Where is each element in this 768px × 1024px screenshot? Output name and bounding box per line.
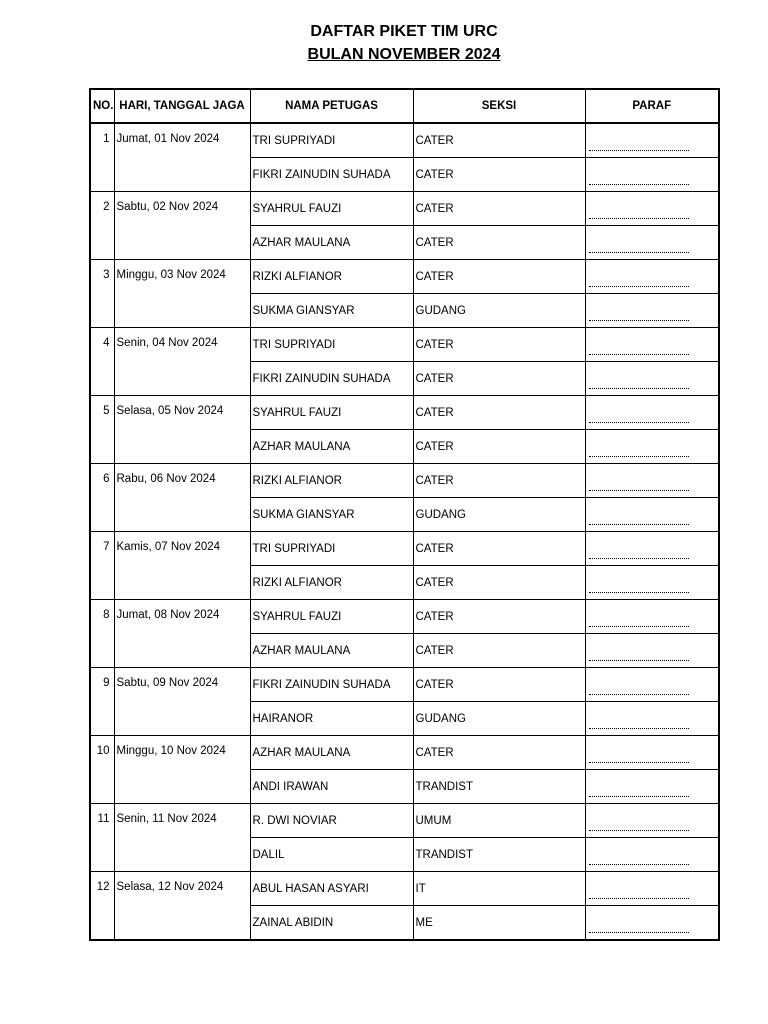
staff-section: TRANDIST bbox=[413, 838, 585, 872]
row-number: 6 bbox=[90, 464, 114, 532]
staff-section: CATER bbox=[413, 226, 585, 260]
signature-dotted-line bbox=[589, 354, 689, 355]
staff-section: CATER bbox=[413, 634, 585, 668]
signature-dotted-line bbox=[589, 864, 689, 865]
signature-dotted-line bbox=[589, 830, 689, 831]
signature-field[interactable] bbox=[585, 634, 719, 668]
staff-name: FIKRI ZAINUDIN SUHADA bbox=[250, 668, 413, 702]
staff-section: UMUM bbox=[413, 804, 585, 838]
staff-section: CATER bbox=[413, 328, 585, 362]
signature-field[interactable] bbox=[585, 464, 719, 498]
row-number: 12 bbox=[90, 872, 114, 941]
header-date: HARI, TANGGAL JAGA bbox=[114, 89, 250, 123]
table-row bbox=[90, 668, 719, 702]
signature-field[interactable] bbox=[585, 260, 719, 294]
signature-dotted-line bbox=[589, 796, 689, 797]
table-row bbox=[90, 260, 719, 294]
signature-dotted-line bbox=[589, 456, 689, 457]
staff-section: CATER bbox=[413, 566, 585, 600]
staff-name: ZAINAL ABIDIN bbox=[250, 906, 413, 941]
staff-section: GUDANG bbox=[413, 294, 585, 328]
staff-name: RIZKI ALFIANOR bbox=[250, 464, 413, 498]
signature-dotted-line bbox=[589, 320, 689, 321]
duty-date: Minggu, 10 Nov 2024 bbox=[114, 736, 250, 804]
staff-section: CATER bbox=[413, 532, 585, 566]
duty-date: Senin, 04 Nov 2024 bbox=[114, 328, 250, 396]
staff-section: CATER bbox=[413, 260, 585, 294]
staff-name: FIKRI ZAINUDIN SUHADA bbox=[250, 158, 413, 192]
header-no: NO. bbox=[90, 89, 114, 123]
row-number: 5 bbox=[90, 396, 114, 464]
signature-field[interactable] bbox=[585, 600, 719, 634]
staff-name: RIZKI ALFIANOR bbox=[250, 566, 413, 600]
row-number: 7 bbox=[90, 532, 114, 600]
staff-section: GUDANG bbox=[413, 498, 585, 532]
signature-dotted-line bbox=[589, 150, 689, 151]
row-number: 2 bbox=[90, 192, 114, 260]
signature-field[interactable] bbox=[585, 872, 719, 906]
row-number: 11 bbox=[90, 804, 114, 872]
staff-name: R. DWI NOVIAR bbox=[250, 804, 413, 838]
table-row bbox=[90, 123, 719, 158]
signature-field[interactable] bbox=[585, 838, 719, 872]
staff-name: TRI SUPRIYADI bbox=[250, 123, 413, 158]
signature-field[interactable] bbox=[585, 804, 719, 838]
staff-name: AZHAR MAULANA bbox=[250, 430, 413, 464]
duty-date: Minggu, 03 Nov 2024 bbox=[114, 260, 250, 328]
staff-section: GUDANG bbox=[413, 702, 585, 736]
signature-dotted-line bbox=[589, 558, 689, 559]
header-paraf: PARAF bbox=[585, 89, 719, 123]
signature-field[interactable] bbox=[585, 328, 719, 362]
signature-field[interactable] bbox=[585, 123, 719, 158]
staff-section: ME bbox=[413, 906, 585, 941]
table-row bbox=[90, 328, 719, 362]
duty-date: Kamis, 07 Nov 2024 bbox=[114, 532, 250, 600]
staff-name: AZHAR MAULANA bbox=[250, 226, 413, 260]
staff-section: TRANDIST bbox=[413, 770, 585, 804]
signature-dotted-line bbox=[589, 422, 689, 423]
staff-section: IT bbox=[413, 872, 585, 906]
signature-dotted-line bbox=[589, 626, 689, 627]
signature-field[interactable] bbox=[585, 702, 719, 736]
staff-name: HAIRANOR bbox=[250, 702, 413, 736]
signature-dotted-line bbox=[589, 694, 689, 695]
row-number: 9 bbox=[90, 668, 114, 736]
row-number: 10 bbox=[90, 736, 114, 804]
row-number: 1 bbox=[90, 123, 114, 192]
table-row bbox=[90, 192, 719, 226]
signature-dotted-line bbox=[589, 218, 689, 219]
staff-name: AZHAR MAULANA bbox=[250, 634, 413, 668]
staff-name: SYAHRUL FAUZI bbox=[250, 600, 413, 634]
staff-section: CATER bbox=[413, 396, 585, 430]
signature-field[interactable] bbox=[585, 396, 719, 430]
staff-section: CATER bbox=[413, 192, 585, 226]
signature-field[interactable] bbox=[585, 770, 719, 804]
roster-body bbox=[90, 123, 719, 940]
title-line-2: BULAN NOVEMBER 2024 bbox=[307, 46, 501, 63]
table-row bbox=[90, 600, 719, 634]
header-name: NAMA PETUGAS bbox=[250, 89, 413, 123]
signature-dotted-line bbox=[589, 286, 689, 287]
duty-date: Jumat, 01 Nov 2024 bbox=[114, 123, 250, 192]
staff-section: CATER bbox=[413, 600, 585, 634]
staff-name: RIZKI ALFIANOR bbox=[250, 260, 413, 294]
signature-dotted-line bbox=[589, 932, 689, 933]
duty-date: Sabtu, 02 Nov 2024 bbox=[114, 192, 250, 260]
table-row bbox=[90, 396, 719, 430]
staff-name: TRI SUPRIYADI bbox=[250, 532, 413, 566]
header-section: SEKSI bbox=[413, 89, 585, 123]
signature-dotted-line bbox=[589, 728, 689, 729]
duty-date: Selasa, 05 Nov 2024 bbox=[114, 396, 250, 464]
title-line-1: DAFTAR PIKET TIM URC bbox=[310, 23, 498, 40]
staff-name: DALIL bbox=[250, 838, 413, 872]
signature-dotted-line bbox=[589, 898, 689, 899]
duty-date: Sabtu, 09 Nov 2024 bbox=[114, 668, 250, 736]
header-row bbox=[90, 89, 719, 123]
staff-name: ABUL HASAN ASYARI bbox=[250, 872, 413, 906]
signature-field[interactable] bbox=[585, 532, 719, 566]
table-row bbox=[90, 872, 719, 906]
staff-name: FIKRI ZAINUDIN SUHADA bbox=[250, 362, 413, 396]
signature-field[interactable] bbox=[585, 906, 719, 941]
signature-field[interactable] bbox=[585, 498, 719, 532]
staff-section: CATER bbox=[413, 464, 585, 498]
row-number: 8 bbox=[90, 600, 114, 668]
signature-field[interactable] bbox=[585, 362, 719, 396]
signature-dotted-line bbox=[589, 762, 689, 763]
signature-field[interactable] bbox=[585, 668, 719, 702]
signature-dotted-line bbox=[589, 524, 689, 525]
signature-dotted-line bbox=[589, 592, 689, 593]
signature-dotted-line bbox=[589, 388, 689, 389]
staff-name: AZHAR MAULANA bbox=[250, 736, 413, 770]
staff-section: CATER bbox=[413, 158, 585, 192]
staff-section: CATER bbox=[413, 123, 585, 158]
duty-date: Rabu, 06 Nov 2024 bbox=[114, 464, 250, 532]
staff-section: CATER bbox=[413, 362, 585, 396]
staff-name: SYAHRUL FAUZI bbox=[250, 396, 413, 430]
duty-date: Selasa, 12 Nov 2024 bbox=[114, 872, 250, 941]
row-number: 3 bbox=[90, 260, 114, 328]
staff-name: SUKMA GIANSYAR bbox=[250, 294, 413, 328]
staff-section: CATER bbox=[413, 736, 585, 770]
document-title bbox=[0, 20, 768, 66]
duty-date: Jumat, 08 Nov 2024 bbox=[114, 600, 250, 668]
signature-dotted-line bbox=[589, 660, 689, 661]
signature-dotted-line bbox=[589, 252, 689, 253]
signature-field[interactable] bbox=[585, 294, 719, 328]
signature-field[interactable] bbox=[585, 226, 719, 260]
duty-roster-table bbox=[89, 88, 720, 941]
table-row bbox=[90, 464, 719, 498]
staff-name: TRI SUPRIYADI bbox=[250, 328, 413, 362]
staff-name: ANDI IRAWAN bbox=[250, 770, 413, 804]
table-row bbox=[90, 736, 719, 770]
staff-section: CATER bbox=[413, 668, 585, 702]
signature-field[interactable] bbox=[585, 566, 719, 600]
table-row bbox=[90, 804, 719, 838]
table-row bbox=[90, 532, 719, 566]
signature-field[interactable] bbox=[585, 158, 719, 192]
row-number: 4 bbox=[90, 328, 114, 396]
staff-name: SYAHRUL FAUZI bbox=[250, 192, 413, 226]
signature-field[interactable] bbox=[585, 736, 719, 770]
staff-section: CATER bbox=[413, 430, 585, 464]
duty-date: Senin, 11 Nov 2024 bbox=[114, 804, 250, 872]
signature-field[interactable] bbox=[585, 430, 719, 464]
staff-name: SUKMA GIANSYAR bbox=[250, 498, 413, 532]
signature-dotted-line bbox=[589, 490, 689, 491]
signature-dotted-line bbox=[589, 184, 689, 185]
signature-field[interactable] bbox=[585, 192, 719, 226]
